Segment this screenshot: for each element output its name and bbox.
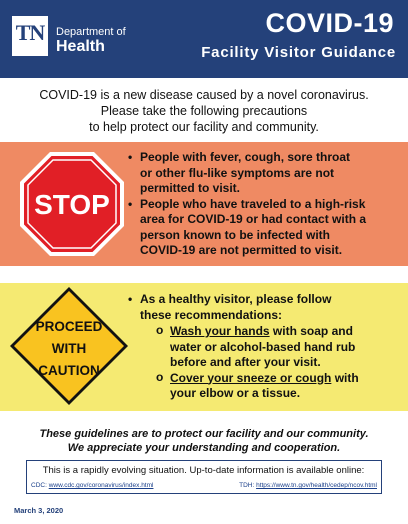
- recommendation-line: before and after your visit.: [170, 355, 321, 369]
- recommendation-emphasis: Cover your sneeze or cough: [170, 370, 332, 385]
- intro-line: COVID-19 is a new disease caused by a novel coronavirus.: [39, 88, 369, 102]
- closing-statement: [0, 427, 408, 455]
- recommendation-line: water or alcohol-based hand rub: [170, 339, 356, 354]
- recommendation-wash-hands: [140, 324, 404, 371]
- caution-sign-line: WITH: [51, 341, 87, 356]
- list-item-line: • As a healthy visitor, please follow: [140, 292, 332, 306]
- cdc-label: CDC:: [31, 482, 49, 489]
- caution-sign-line: CAUTION: [38, 363, 100, 378]
- tn-health-logo: [12, 14, 140, 62]
- list-item-line: area for COVID-19 or had contact with a: [140, 212, 367, 226]
- list-item-line: permitted to visit.: [140, 181, 241, 195]
- list-item-line: or other flu-like symptoms are not: [140, 165, 335, 180]
- intro-text: [0, 87, 408, 135]
- intro-line: Please take the following precautions: [100, 104, 308, 118]
- info-box: [26, 460, 382, 494]
- list-item: [128, 292, 404, 402]
- stop-sign-icon: [18, 150, 126, 258]
- logo-tn-text: TN: [15, 20, 45, 45]
- stop-panel: [0, 142, 408, 266]
- caution-sign-icon: [8, 285, 130, 407]
- publication-date: March 3, 2020: [14, 506, 64, 515]
- logo-health-text: Health: [56, 38, 105, 55]
- recommendation-line: [170, 324, 404, 340]
- closing-line: These guidelines are to protect our facility and our community.: [39, 428, 369, 440]
- tdh-link[interactable]: https://www.tn.gov/health/cedep/ncov.html: [256, 482, 377, 489]
- list-item: [128, 150, 402, 197]
- recommendation-line: your elbow or a tissue.: [170, 386, 301, 400]
- caution-sign-line: PROCEED: [35, 319, 103, 334]
- list-item-line: COVID-19 are not permitted to visit.: [140, 243, 343, 257]
- intro-line: to help protect our facility and community.: [89, 120, 319, 134]
- header-banner: [0, 0, 408, 78]
- list-item-line: these recommendations:: [140, 307, 283, 322]
- stop-sign-text: STOP: [34, 189, 110, 220]
- list-item-line: person known to be infected with: [140, 227, 331, 242]
- logo-department-text: Department of: [56, 26, 126, 38]
- closing-line: We appreciate your understanding and cooperation.: [67, 442, 341, 454]
- recommendation-emphasis: Wash your hands: [170, 324, 270, 338]
- list-item: [128, 197, 402, 259]
- tdh-link-row: [239, 482, 377, 489]
- caution-panel: [0, 283, 408, 411]
- tn-logo-box: [12, 16, 48, 56]
- cdc-link-row: [31, 482, 153, 489]
- visitor-recommendations-list: [128, 292, 404, 402]
- recommendation-text: with soap and: [269, 324, 353, 338]
- stop-rules-list: [128, 150, 402, 259]
- recommendation-cover-sneeze: [140, 371, 404, 402]
- page-subtitle: Facility Visitor Guidance: [201, 44, 396, 61]
- tdh-label: TDH:: [239, 482, 257, 489]
- recommendation-text: with: [331, 370, 359, 385]
- page-title: COVID-19: [265, 8, 394, 38]
- list-item-line: • People with fever, cough, sore throat: [140, 150, 351, 164]
- cdc-link[interactable]: www.cdc.gov/coronavirus/index.html: [48, 482, 154, 489]
- recommendation-sublist: [140, 324, 404, 402]
- recommendation-line: [170, 371, 404, 387]
- info-box-text: This is a rapidly evolving situation. Up-to-date information is available online:: [42, 465, 365, 476]
- list-item-line: • People who have traveled to a high-risk: [140, 196, 366, 211]
